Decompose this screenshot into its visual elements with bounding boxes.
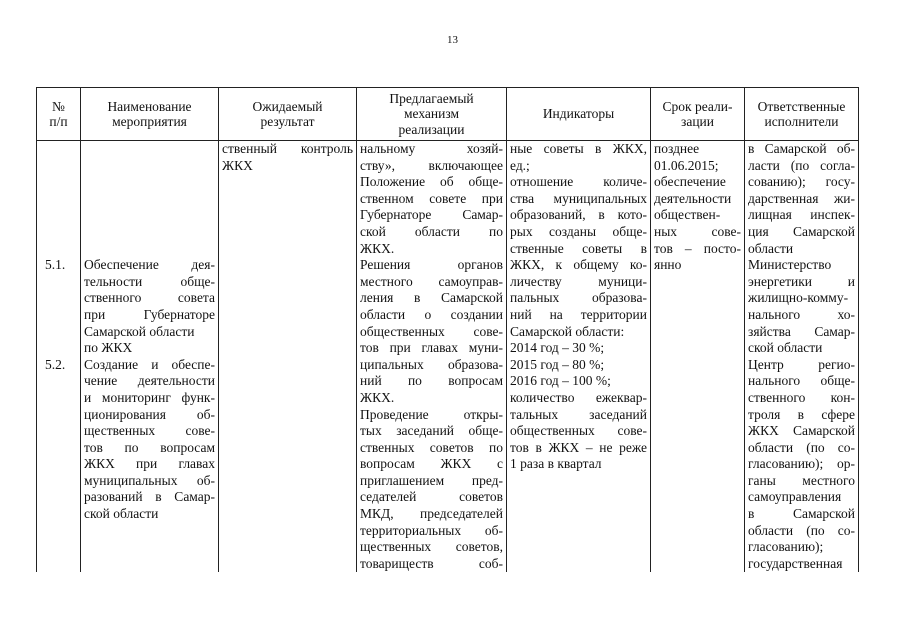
text-line: и мониторинг функ- xyxy=(84,389,215,405)
text-line: позднее xyxy=(654,141,700,156)
blank-line xyxy=(84,174,215,191)
cell-responsible xyxy=(745,141,859,573)
cell-number xyxy=(37,141,81,573)
text-line: пальных образова- xyxy=(510,290,647,306)
blank-line xyxy=(45,158,80,175)
text-line: территориальных об- xyxy=(360,522,503,538)
cell-deadline xyxy=(651,141,745,573)
text-line: ской области xyxy=(748,340,823,356)
text-line: товариществ соб- xyxy=(360,555,503,571)
text-line: нального обще- xyxy=(748,373,855,389)
text-line: Самарской области: xyxy=(510,323,625,339)
blank-line xyxy=(45,407,80,424)
text-line: области (по со- xyxy=(748,439,855,455)
text-line: области xyxy=(748,240,794,256)
text-line: Проведение откры- xyxy=(360,406,503,422)
text-line: ЖКХ Самарской xyxy=(748,423,855,439)
blank-line xyxy=(84,207,215,224)
text-line: ных сове- xyxy=(654,223,741,239)
text-line: ЖКХ. xyxy=(360,389,395,405)
text-line: отношение количе- xyxy=(510,174,647,190)
text-line: тых заседаний обще- xyxy=(360,423,503,439)
header-line: результат xyxy=(260,114,315,129)
text-line: чение деятельности xyxy=(84,373,215,389)
blank-line xyxy=(45,307,80,324)
text-line: ственных советов по xyxy=(360,439,503,455)
blank-line xyxy=(45,324,80,341)
blank-line xyxy=(84,191,215,208)
header-responsible xyxy=(745,88,859,141)
blank-line xyxy=(45,440,80,457)
text-line: области о создании xyxy=(360,306,503,322)
text-line: по ЖКХ xyxy=(84,340,133,356)
text-line: тов в ЖКХ – не реже xyxy=(510,439,647,455)
text-line: ственные советы в xyxy=(510,240,647,256)
text-line: ед.; xyxy=(510,157,530,173)
blank-line xyxy=(45,473,80,490)
header-line: механизм xyxy=(403,106,460,122)
text-line: щественных советов, xyxy=(360,539,503,555)
header-indicators xyxy=(507,88,651,141)
header-line: Ответственные xyxy=(757,98,846,114)
text-line: вопросам ЖКХ с xyxy=(360,456,503,472)
text-line: деятельности xyxy=(654,190,732,206)
text-line: гласованию); xyxy=(748,539,824,555)
header-number xyxy=(37,88,81,141)
blank-line xyxy=(45,224,80,241)
text-line: лищная инспек- xyxy=(748,207,855,223)
text-line: обеспечение xyxy=(654,174,726,190)
text-line: области (по со- xyxy=(748,522,855,538)
blank-line xyxy=(45,423,80,440)
cell-mechanism xyxy=(357,141,507,573)
text-line: ЖКХ. xyxy=(360,240,395,256)
header-line: п/п xyxy=(49,114,68,129)
blank-line xyxy=(45,241,80,258)
text-line: ласти (по согла- xyxy=(748,157,855,173)
text-line: Самарской области xyxy=(84,323,195,339)
text-line: приглашением пред- xyxy=(360,472,503,488)
text-line: 2016 год – 100 %; xyxy=(510,373,611,389)
blank-line xyxy=(84,224,215,241)
text-line: Министерство xyxy=(748,257,832,273)
text-line: образований, в кото- xyxy=(510,207,647,223)
text-line: самоуправления xyxy=(748,489,842,505)
text-line: ственного кон- xyxy=(748,389,855,405)
text-line: государственная xyxy=(748,555,843,571)
text-line: 01.06.2015; xyxy=(654,157,719,173)
text-line: ципальных образова- xyxy=(360,356,503,372)
blank-line xyxy=(45,290,80,307)
item-number: 5.2. xyxy=(45,356,66,372)
text-line: в Самарской xyxy=(748,506,855,522)
text-line: количество ежеквар- xyxy=(510,389,647,405)
text-line: тельности обще- xyxy=(84,273,215,289)
blank-line xyxy=(45,489,80,506)
header-line: Срок реали- xyxy=(662,98,733,114)
text-line: энергетики и xyxy=(748,273,855,289)
text-line: щественных сове- xyxy=(84,423,215,439)
text-line: седателей советов xyxy=(360,489,503,505)
header-name xyxy=(81,88,219,141)
text-line: ЖКХ при главах xyxy=(84,456,215,472)
text-line: тов – посто- xyxy=(654,240,741,256)
text-line: 2014 год – 30 %; xyxy=(510,340,605,356)
text-line: в Самарской об- xyxy=(748,141,855,156)
blank-line xyxy=(45,340,80,357)
blank-line xyxy=(84,141,215,158)
text-line: Положение об обще- xyxy=(360,174,503,190)
text-line: ской области по xyxy=(360,223,503,239)
header-deadline xyxy=(651,88,745,141)
text-line: зяйства Самар- xyxy=(748,323,855,339)
text-line: ственном совете при xyxy=(360,190,503,206)
header-line: Предлагаемый xyxy=(389,90,474,106)
text-line: янно xyxy=(654,257,682,273)
text-line: Решения органов xyxy=(360,257,503,273)
table-row xyxy=(37,141,859,573)
header-line: реализации xyxy=(398,121,465,137)
text-line: при Губернаторе xyxy=(84,306,215,322)
cell-name xyxy=(81,141,219,573)
blank-line xyxy=(45,191,80,208)
blank-line xyxy=(45,456,80,473)
cell-result xyxy=(219,141,357,573)
text-line: ЖКХ xyxy=(222,157,253,173)
text-line: ЖКХ, к общему ко- xyxy=(510,257,647,273)
text-line: ской области xyxy=(84,506,159,522)
header-line: мероприятия xyxy=(112,114,187,129)
text-line: разований в Самар- xyxy=(84,489,215,505)
text-line: троля в сфере xyxy=(748,406,855,422)
text-line: ганы местного xyxy=(748,472,855,488)
text-line: нальному хозяй- xyxy=(360,141,503,156)
text-line: общественных сове- xyxy=(360,323,503,339)
cell-indicators xyxy=(507,141,651,573)
text-line: жилищно-комму- xyxy=(748,290,849,306)
blank-line xyxy=(45,373,80,390)
blank-line xyxy=(45,141,80,158)
header-row xyxy=(37,88,859,141)
text-line: Губернаторе Самар- xyxy=(360,207,503,223)
measures-table xyxy=(36,87,859,572)
blank-line xyxy=(45,274,80,291)
text-line: Центр регио- xyxy=(748,356,855,372)
header-line: зации xyxy=(681,114,714,129)
header-line: Наименование xyxy=(107,98,192,114)
text-line: ционирования об- xyxy=(84,406,215,422)
text-line: ция Самарской xyxy=(748,223,855,239)
text-line: тов при главах муни- xyxy=(360,340,503,356)
text-line: тальных заседаний xyxy=(510,406,647,422)
text-line: нального хо- xyxy=(748,306,855,322)
blank-line xyxy=(45,390,80,407)
text-line: 1 раза в квартал xyxy=(510,456,602,472)
text-line: 2015 год – 80 %; xyxy=(510,356,605,372)
text-line: муниципальных об- xyxy=(84,472,215,488)
page-number: 13 xyxy=(447,34,458,46)
text-line: ные советы в ЖКХ, xyxy=(510,141,647,156)
text-line: МКД, председателей xyxy=(360,506,503,522)
blank-line xyxy=(45,207,80,224)
text-line: тов по вопросам xyxy=(84,439,215,455)
text-line: ству», включающее xyxy=(360,157,503,173)
text-line: ственный контроль xyxy=(222,141,353,156)
header-line: исполнители xyxy=(764,114,839,129)
text-line: ства муниципальных xyxy=(510,190,647,206)
text-line: сованию); госу- xyxy=(748,174,855,190)
blank-line xyxy=(84,158,215,175)
text-line: обществен- xyxy=(654,207,721,223)
text-line: дарственная жи- xyxy=(748,190,855,206)
text-line: ний на территории xyxy=(510,306,647,322)
text-line: личеству муници- xyxy=(510,273,647,289)
header-line: Индикаторы xyxy=(542,106,615,122)
blank-line xyxy=(45,506,80,523)
header-result xyxy=(219,88,357,141)
blank-line xyxy=(84,241,215,258)
item-number: 5.1. xyxy=(45,257,66,273)
text-line: ственного совета xyxy=(84,290,215,306)
header-line: № xyxy=(52,98,65,114)
header-line: Ожидаемый xyxy=(252,98,323,114)
text-line: Обеспечение дея- xyxy=(84,257,215,273)
text-line: ления в Самарской xyxy=(360,290,503,306)
text-line: гласованию); ор- xyxy=(748,456,855,472)
text-line: ний по вопросам xyxy=(360,373,503,389)
text-line: общественных сове- xyxy=(510,423,647,439)
text-line: местного самоуправ- xyxy=(360,273,503,289)
header-mechanism xyxy=(357,88,507,141)
text-line: Создание и обеспе- xyxy=(84,356,215,372)
blank-line xyxy=(45,174,80,191)
text-line: рых созданы обще- xyxy=(510,223,647,239)
